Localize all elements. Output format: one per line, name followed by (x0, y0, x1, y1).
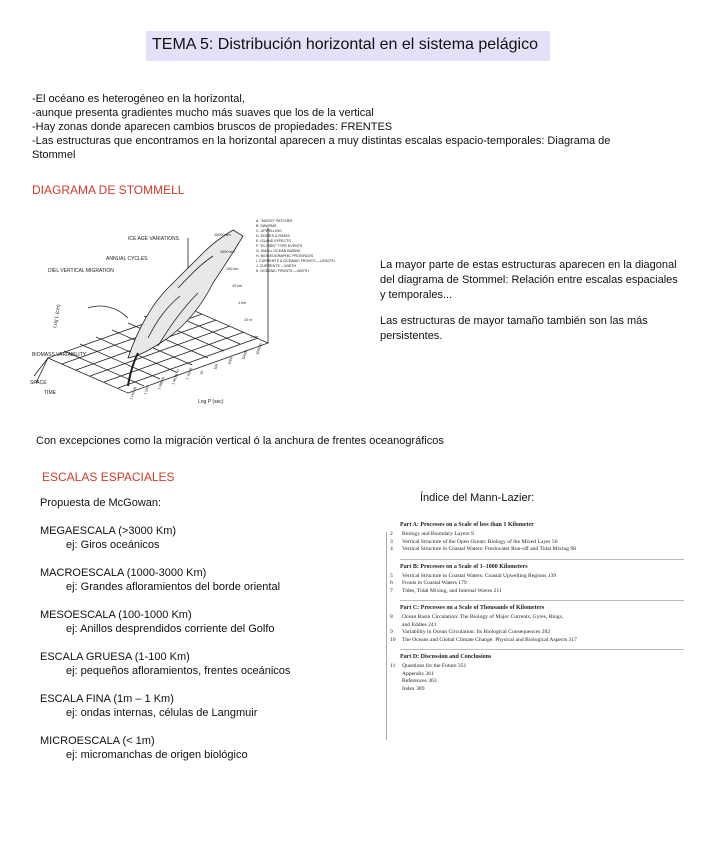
scales-list (40, 496, 370, 776)
tick-label: 1 DAY (143, 384, 151, 396)
index-entry: 6 Fronts in Coastal Waters 179 (390, 580, 467, 586)
label-logP: Log P (sec) (198, 399, 224, 405)
label-ice: ICE AGE VARIATIONS (128, 236, 179, 242)
scale-example: ej: Anillos desprendidos corriente del Golfo (66, 623, 275, 635)
book-index-image (386, 518, 688, 740)
diagram-legend (256, 219, 335, 273)
index-entry: 7 Tides, Tidal Mixing, and Internal Waves 211 (390, 587, 502, 594)
stommel-diagram (28, 208, 348, 418)
scale-name: MESOESCALA (100-1000 Km) (40, 609, 192, 621)
index-entry: 8 Ocean Basin Circulation: The Biology of Major Currents, Gyres, Rings, (390, 614, 564, 620)
divider (400, 649, 684, 650)
scale-name: ESCALA GRUESA (1-100 Km) (40, 651, 190, 663)
tick-label: 10000 (241, 349, 249, 361)
scale-example: ej: Giros oceánicos (66, 539, 160, 551)
scale-name: MICROESCALA (< 1m) (40, 735, 155, 747)
tick-label: 1 YEAR (185, 367, 194, 381)
intro-line: -Hay zonas donde aparecen cambios bruscos de propiedades: FRENTES (32, 121, 393, 133)
tick-label: 1000 (227, 356, 234, 366)
tick-label: 10000 km (214, 233, 231, 237)
index-entry: 11 Questions for the Future 351 (390, 663, 467, 669)
scale-item (40, 650, 370, 678)
index-entry: 9 Variability in Ocean Circulation: Its Biological Consequences 282 (390, 629, 551, 635)
intro-line: -El océano es heterogéneo en la horizontal, (32, 93, 245, 105)
tick-label: 1 cm (250, 335, 259, 339)
index-entry: 5 Vertical Structure in Coastal Waters: Coastal Upwelling Regions 139 (390, 572, 557, 579)
diagram-text-1: La mayor parte de estas estructuras aparecen en la diagonal del diagrama de Stommel: Relación entre escalas espaciales y temporales... (380, 259, 678, 301)
tick-label: 1 km (238, 301, 247, 305)
legend-item: B. SWARMS (256, 224, 277, 228)
scale-example: ej: micromanchas de origen biológico (66, 749, 248, 761)
intro-line: -Las estructuras que encontramos en la horizontal aparecen a muy distintas escalas espacio-temporales: Diagrama de Stommel (32, 135, 611, 161)
scale-example: ej: ondas internas, células de Langmuir (66, 707, 258, 719)
label-annual: ANNUAL CYCLES (106, 256, 148, 262)
legend-item: E. ISLAND EFFECTS (256, 239, 291, 243)
legend-item: C. UPWELLING (256, 229, 282, 233)
tick-label: 1 WEEK (157, 376, 166, 391)
label-space: SPACE (30, 380, 47, 386)
label-time: TIME (44, 390, 56, 396)
page-title: TEMA 5: Distribución horizontal en el sistema pelágico (152, 36, 538, 53)
tick-label: 100 (213, 363, 219, 371)
legend-item: I. CURRENTS & OCEANIC FRONTS —LENGTH (256, 259, 335, 263)
tick-label: 10 m (244, 318, 253, 322)
index-entry: Appendix 361 (402, 670, 434, 677)
tick-label: 100 km (226, 267, 239, 271)
label-logL: Log L (cm) (52, 303, 63, 329)
diagram-explanation (380, 258, 680, 344)
tick-label: 100000 (255, 342, 264, 356)
legend-item: G. SMALL OCEAN BASINS (256, 249, 301, 253)
index-entry: 2 Biology and Boundary Layers 9 (390, 531, 474, 537)
index-entry: 4 Vertical Structure in Coastal Waters: Freshwater Run-off and Tidal Mixing 98 (390, 546, 576, 552)
legend-item: D. EDDIES & RINGS (256, 234, 290, 238)
scale-name: MACROESCALA (1000-3000 Km) (40, 567, 207, 579)
scale-item (40, 734, 370, 762)
diagram-bottom-ticks (129, 343, 263, 401)
intro-list (32, 92, 632, 162)
tick-label: 1 MONTH (171, 368, 181, 386)
divider (400, 559, 684, 560)
diagram-heading: DIAGRAMA DE STOMMELL (32, 183, 185, 197)
scale-item (40, 524, 370, 552)
index-entry: 3 Vertical Structure of the Open Ocean: Biology of the Mixed Layer 56 (390, 538, 558, 545)
tick-label: 1000 km (220, 250, 235, 254)
scale-name: ESCALA FINA (1m – 1 Km) (40, 693, 174, 705)
tick-label: 10 (199, 370, 205, 376)
legend-item: F. "EL NIÑO" TYPE EVENTS (256, 244, 303, 248)
index-entry: Index 389 (402, 685, 425, 692)
index-entry: and Eddies 241 (402, 621, 437, 628)
part-heading: Part A: Processes on a Scale of less than 1 Kilometer (400, 522, 534, 528)
scan-edge (386, 532, 387, 740)
part-heading: Part C: Processes on a Scale of Thousands of Kilometers (400, 605, 545, 611)
scale-item (40, 692, 370, 720)
tick-label: 1 HOUR (129, 386, 138, 401)
scale-item (40, 608, 370, 636)
legend-item: A. "MICRO" PATCHES (256, 219, 293, 223)
scale-example: ej: pequeños afloramientos, frentes oceánicos (66, 665, 291, 677)
part-heading: Part B: Processes on a Scale of 1–1000 Kilometers (400, 563, 528, 570)
scale-example: ej: Grandes afloramientos del borde oriental (66, 581, 281, 593)
legend-item: K. OCEANIC FRONTS —WIDTH (256, 269, 309, 273)
legend-item: J. CURRENTS —WIDTH (256, 264, 297, 268)
intro-line: -aunque presenta gradientes mucho más suaves que los de la vertical (32, 107, 374, 119)
label-biomass: BIOMASS VARIABILITY (32, 352, 87, 358)
scale-item (40, 566, 370, 594)
legend-item: H. BIOGEOGRAPHIC PROVINCES (256, 254, 314, 258)
part-heading: Part D: Discussion and Conclusions (400, 654, 492, 660)
index-entry: 10 The Oceans and Global Climate Change: Physical and Biological Aspects 317 (390, 636, 577, 643)
index-entry: References 363 (402, 678, 437, 684)
label-diel: DIEL VERTICAL MIGRATION (48, 268, 114, 274)
divider (400, 600, 684, 601)
index-title: Índice del Mann-Lazier: (420, 492, 535, 504)
exceptions-note: Con excepciones como la migración vertical ó la anchura de frentes oceanográficos (36, 435, 444, 447)
tick-label: 10 km (232, 284, 243, 288)
scales-heading: ESCALAS ESPACIALES (42, 470, 175, 484)
scale-name: MEGAESCALA (>3000 Km) (40, 525, 177, 537)
mcgowan-label: Propuesta de McGowan: (40, 497, 162, 509)
diagram-text-2: Las estructuras de mayor tamaño también son las más persistentes. (380, 315, 648, 342)
